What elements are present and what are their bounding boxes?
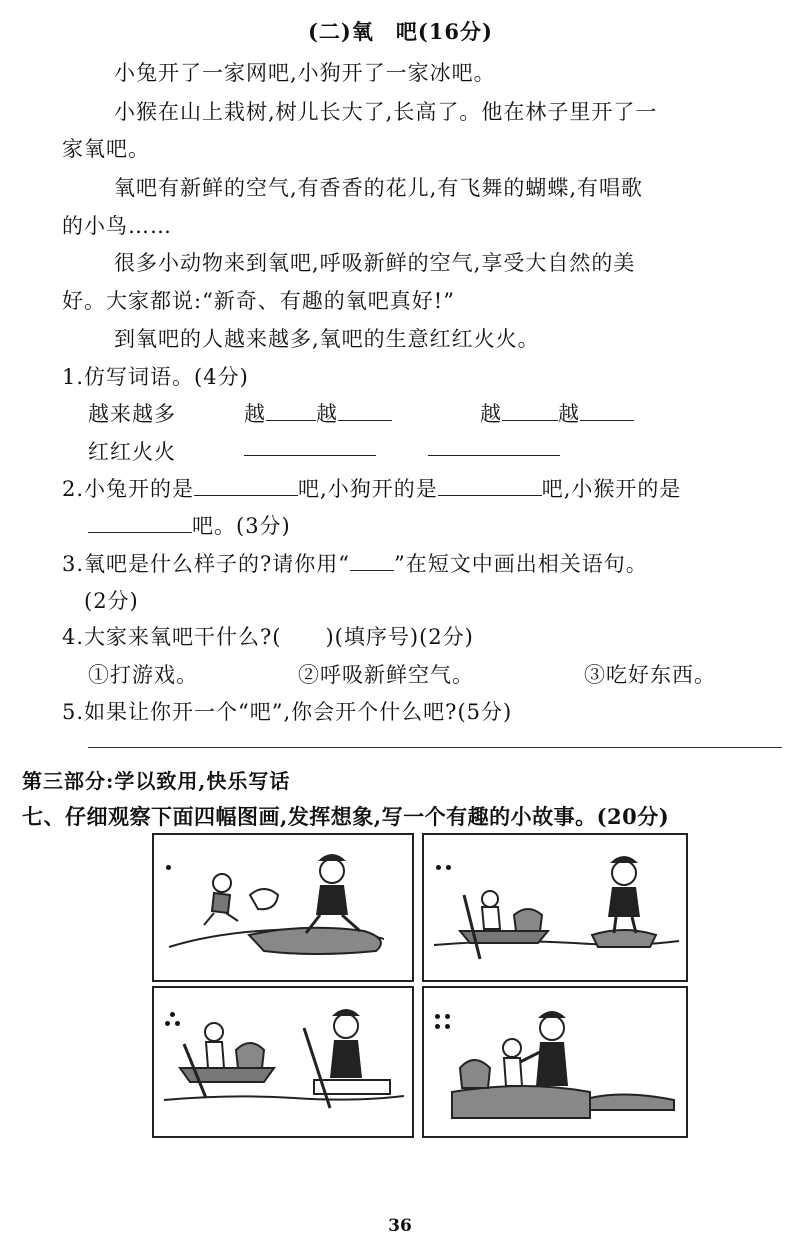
passage-line: 的小鸟……	[62, 214, 172, 238]
part3-header: 第三部分:学以致用,快乐写话	[22, 769, 291, 793]
question-2: 2.小兔开的是 吧,小狗开的是 吧,小猴开的是	[62, 477, 682, 501]
passage-line: 小猴在山上栽树,树儿长大了,长高了。他在林子里开了一	[114, 100, 658, 124]
q4-option-2: ②呼吸新鲜空气。	[298, 663, 474, 687]
panel-1-illustration	[154, 835, 412, 980]
answer-blank[interactable]	[266, 402, 316, 421]
answer-blank[interactable]	[244, 437, 376, 456]
section-divider	[88, 747, 782, 748]
passage-line: 很多小动物来到氧吧,呼吸新鲜的空气,享受大自然的美	[114, 251, 636, 275]
question-5: 5.如果让你开一个“吧”,你会开个什么吧?(5分)	[62, 700, 513, 724]
q1-pattern-1: 越 越	[244, 398, 392, 428]
question-3-line2: (2分)	[84, 589, 139, 613]
answer-blank[interactable]	[88, 514, 192, 533]
passage-line: 到氧吧的人越来越多,氧吧的生意红红火火。	[114, 327, 540, 351]
picture-panel-2	[422, 833, 688, 982]
answer-blank[interactable]	[194, 477, 298, 496]
answer-blank[interactable]	[428, 437, 560, 456]
panel-2-illustration	[424, 835, 686, 980]
q4-option-3: ③吃好东西。	[584, 663, 716, 687]
q1-example-1: 越来越多	[88, 402, 176, 426]
underline-sample	[350, 552, 394, 571]
answer-blank[interactable]	[502, 402, 558, 421]
passage-line: 小兔开了一家网吧,小狗开了一家冰吧。	[114, 61, 496, 85]
answer-blank[interactable]	[580, 402, 634, 421]
picture-panel-1	[152, 833, 414, 982]
picture-panel-4	[422, 986, 688, 1138]
answer-blank[interactable]	[338, 402, 392, 421]
passage-line: 家氧吧。	[62, 137, 150, 161]
answer-blank[interactable]	[438, 477, 542, 496]
section-title: (二)氧 吧(16分)	[308, 19, 493, 44]
question-1-label: 1.仿写词语。(4分)	[62, 365, 249, 389]
q4-option-1: ①打游戏。	[88, 663, 198, 687]
panel-3-illustration	[154, 988, 412, 1136]
passage-line: 好。大家都说:“新奇、有趣的氧吧真好!”	[62, 289, 455, 313]
q1-example-2: 红红火火	[88, 440, 176, 464]
question-2-line2: 吧。(3分)	[88, 510, 291, 540]
panel-4-illustration	[424, 988, 686, 1136]
question-3: 3.氧吧是什么样子的?请你用“ ”在短文中画出相关语句。	[62, 552, 648, 576]
question-4-label: 4.大家来氧吧干什么?( )(填序号)(2分)	[62, 625, 474, 649]
q1-pattern-2: 越 越	[480, 398, 634, 428]
task-7-prompt: 七、仔细观察下面四幅图画,发挥想象,写一个有趣的小故事。(20分)	[22, 804, 670, 829]
picture-panel-3	[152, 986, 414, 1138]
page-number: 36	[388, 1216, 412, 1236]
passage-line: 氧吧有新鲜的空气,有香香的花儿,有飞舞的蝴蝶,有唱歌	[114, 176, 644, 200]
